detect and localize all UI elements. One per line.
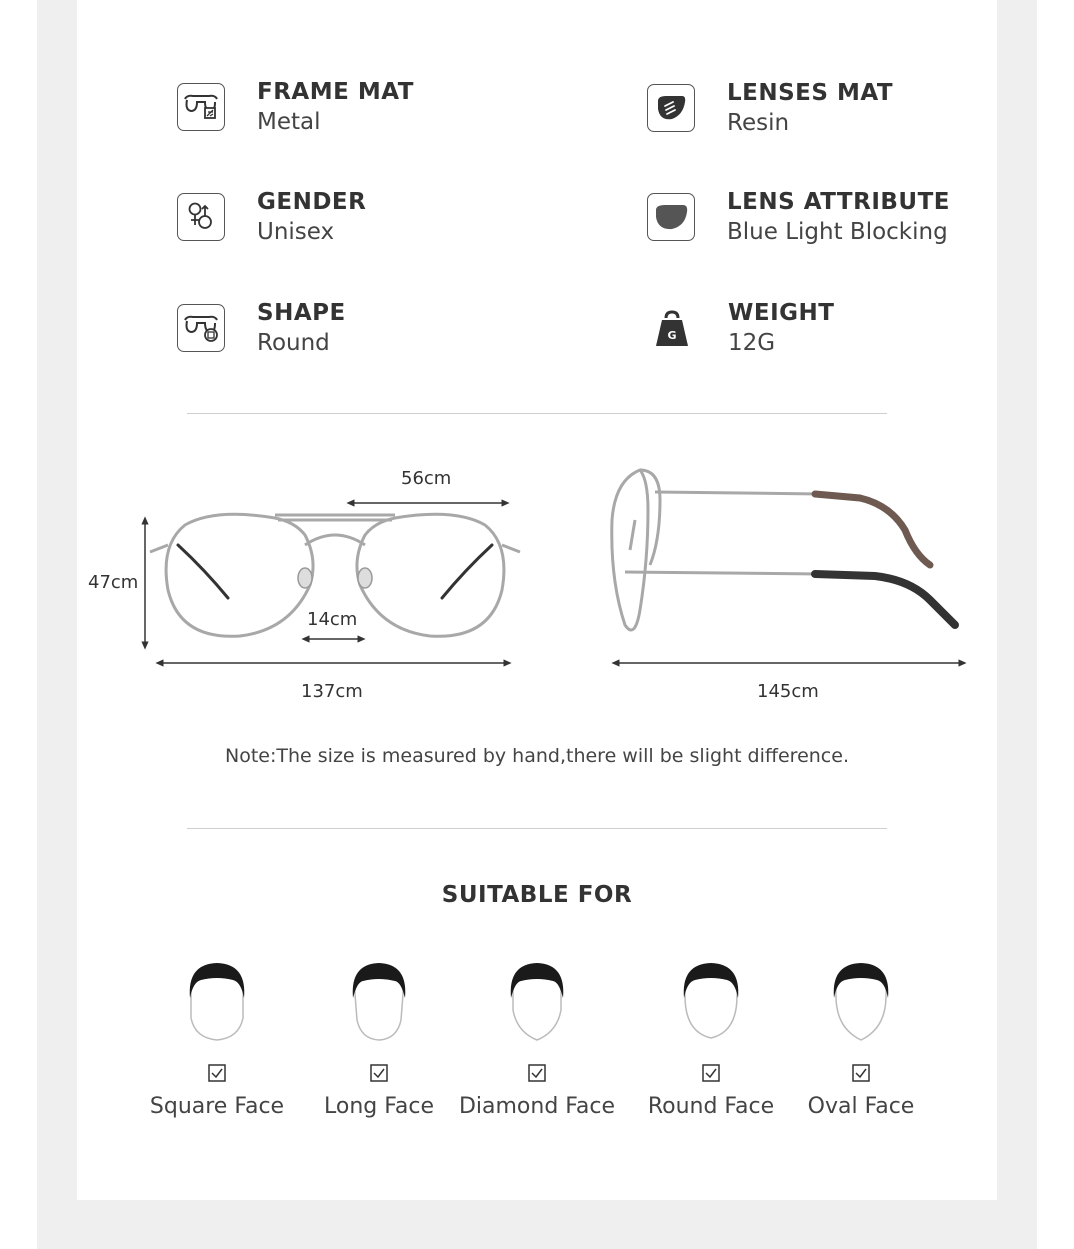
face-oval [776,960,946,1119]
diamond-face-icon [507,960,567,1042]
lens-height-label: 47cm [88,572,139,593]
face-diamond [452,960,622,1119]
square-face-icon [187,960,247,1042]
face-round [626,960,796,1119]
spec-value: Blue Light Blocking [727,219,948,245]
suitable-for-title: SUITABLE FOR [441,882,633,908]
spec-value: Round [257,330,330,356]
face-square [132,960,302,1119]
face-label: Round Face [647,1094,775,1119]
face-long [294,960,464,1119]
face-label: Diamond Face [458,1094,616,1119]
bridge-label: 14cm [307,609,358,630]
weight-icon-letter: G [667,329,677,342]
temple-length-label: 145cm [757,681,819,702]
face-label: Long Face [324,1094,434,1119]
checkbox-icon [702,1064,720,1082]
spec-value: 12G [728,330,776,356]
spec-value: Unisex [257,219,335,245]
checkbox-icon [370,1064,388,1082]
lens-width-label: 56cm [401,468,452,489]
divider-bottom [187,828,887,829]
spec-label: SHAPE [257,300,346,326]
checkbox-icon [528,1064,546,1082]
checkbox-icon [208,1064,226,1082]
measurement-note: Note:The size is measured by hand,there will be slight difference. [225,745,849,767]
face-label: Oval Face [807,1094,915,1119]
spec-label: GENDER [257,189,367,215]
spec-value: Resin [727,110,790,136]
oval-face-icon [831,960,891,1042]
checkbox-icon [852,1064,870,1082]
front-view-temples [178,545,492,598]
side-view-temple-tips [815,494,955,625]
spec-label: LENSES MAT [727,80,894,106]
spec-label: FRAME MAT [257,79,414,105]
face-label: Square Face [149,1094,285,1119]
spec-value: Metal [257,109,321,135]
round-face-icon [681,960,741,1042]
frame-width-label: 137cm [301,681,363,702]
long-face-icon [349,960,409,1042]
spec-label: LENS ATTRIBUTE [727,189,950,215]
spec-label: WEIGHT [728,300,835,326]
side-view-glasses [612,470,820,630]
